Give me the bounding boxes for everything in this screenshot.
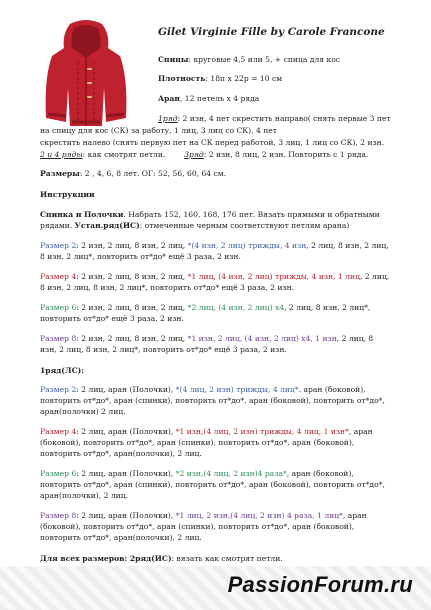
setup-size-4-line-2: 8 изн, 2 лиц, 8 изн, 2 лиц*, повторить от*до* ещё 3 раза, 2 изн. bbox=[40, 283, 295, 292]
section-l2b: Устан.ряд(ИС) bbox=[74, 221, 140, 230]
section-l2c: : отмеченные черным соответствуют петлям арана) bbox=[139, 221, 350, 230]
section-title: Спинка и Полочки bbox=[40, 210, 124, 219]
row1-size-4-label: Размер 4 bbox=[40, 427, 77, 436]
row1-size-2-label: Размер 2 bbox=[40, 385, 77, 394]
row1-size-4-pre: : 2 лиц, аран (Полочки), bbox=[76, 427, 176, 436]
row24-line bbox=[40, 150, 368, 160]
density-label: Плотность bbox=[158, 74, 206, 83]
needles-value: : круговые 4,5 или 5, + спица для кос bbox=[188, 55, 341, 64]
row1-size-8-line-1 bbox=[40, 511, 367, 521]
setup-size-6-highlight: *2 лиц, (4 изн, 2 лиц) x4 bbox=[187, 303, 285, 312]
row1-size-4-post: , аран bbox=[348, 427, 373, 436]
section-line-1 bbox=[40, 210, 380, 220]
needles-label: Спицы bbox=[158, 55, 189, 64]
setup-size-6-pre: : 2 изн, 2 лиц, 8 изн, 2 лиц, bbox=[76, 303, 188, 312]
sizes-label: Размеры bbox=[40, 169, 80, 178]
setup-size-2-highlight: *(4 изн, 2 лиц) трижды, 4 изн bbox=[187, 241, 307, 250]
row1-size-6-line-3: аран(полочки), 2 лиц. bbox=[40, 491, 129, 500]
row1-label: 1ряд bbox=[158, 114, 178, 123]
setup-size-4-highlight: *1 лиц, (4 изн, 2 лиц) трижды, 4 изн, 1 лиц bbox=[187, 272, 360, 281]
row1-size-4-highlight: *1 изн,(4 лиц, 2 изн) трижды, 4 лиц, 1 изн* bbox=[175, 427, 349, 436]
setup-size-4-label: Размер 4 bbox=[40, 272, 77, 281]
setup-size-6-line-1 bbox=[40, 303, 370, 313]
row1-l2: на спицу для кос (СК) за работу, 1 лиц, 3 лиц со СК), 4 пет bbox=[40, 126, 277, 135]
row1-size-6-post: , аран (боковой), bbox=[286, 469, 354, 478]
row1-size-4-line-2: (боковой), повторить от*до*, аран (спинки), повторить от*до*, аран (боковой), bbox=[40, 438, 355, 447]
setup-size-8-post: , 2 лиц, 8 bbox=[336, 334, 374, 343]
row1-size-2-highlight: *(4 лиц, 2 изн) трижды, 4 лиц* bbox=[175, 385, 299, 394]
page-title: Gilet Virginie Fille by Carole Francone bbox=[158, 26, 385, 38]
row1-size-2-line-3: аран(полочки) 2 лиц. bbox=[40, 407, 126, 416]
row1-size-6-line-1 bbox=[40, 469, 354, 479]
final-value: : вязать как смотрят петли. bbox=[171, 554, 283, 563]
row1-l3: скрестить налево (снять первую пет на СК перед работой, 3 лиц, 1 лиц со СК), 2 изн. bbox=[40, 138, 385, 147]
row1-size-8-pre: : 2 лиц, аран (Полочки), bbox=[76, 511, 176, 520]
section-l1: . Набрать 152, 160, 168, 176 пет. Вязать прямыми и обратными bbox=[123, 210, 380, 219]
sizes-line bbox=[40, 169, 226, 179]
watermark-logo: PassionForum.ru bbox=[227, 572, 413, 597]
cardigan-photo bbox=[40, 18, 132, 128]
final-label: Для всех размеров: 2ряд(ИС) bbox=[40, 554, 172, 563]
row1-size-8-post: , аран bbox=[342, 511, 367, 520]
setup-size-4-pre: : 2 изн, 2 лиц, 8 изн, 2 лиц, bbox=[76, 272, 188, 281]
section-line-2 bbox=[40, 221, 349, 231]
setup-size-4-line-1 bbox=[40, 272, 389, 282]
row1-size-2-post: . аран (боковой), bbox=[298, 385, 366, 394]
setup-size-8-pre: : 2 изн, 2 лиц, 8 изн, 2 лиц, bbox=[76, 334, 188, 343]
setup-size-8-highlight: *1 изн, 2 лиц, (4 изн, 2 лиц) x4, 1 изн bbox=[187, 334, 337, 343]
setup-size-6-line-2: повторить от*до* ещё 3 раза, 2 изн. bbox=[40, 314, 184, 323]
row3-value: : 2 изн, 8 лиц, 2 изн. Повторить с 1 ряда. bbox=[203, 150, 369, 159]
row1-size-8-highlight: *1 лиц, 2 изн,(4 лиц, 2 изн) 4 раза, 1 лиц* bbox=[175, 511, 343, 520]
aran-label: Аран bbox=[158, 94, 180, 103]
row1-size-2-line-2: повторить от*до*, аран (спинки), повторить от*до*, аран (боковой), повторить от*до*, bbox=[40, 396, 385, 405]
row1-size-8-label: Размер 8 bbox=[40, 511, 77, 520]
row1-line-1 bbox=[158, 114, 391, 124]
row1-heading: 1ряд(ЛС): bbox=[40, 366, 85, 375]
row1-size-6-label: Размер 6 bbox=[40, 469, 77, 478]
setup-size-2-pre: : 2 изн, 2 лиц, 8 изн, 2 лиц, bbox=[76, 241, 188, 250]
setup-size-8-line-2: изн, 2 лиц, 8 изн, 2 лиц*, повторить от*до* ещё 3 раза, 2 изн. bbox=[40, 345, 287, 354]
row1-size-6-highlight: *2 изн,(4 лиц, 2 изн)4 раза* bbox=[175, 469, 287, 478]
setup-size-6-label: Размер 6 bbox=[40, 303, 77, 312]
aran-value: , 12 петель x 4 ряда bbox=[179, 94, 260, 103]
row3-label: 3ряд bbox=[184, 150, 204, 159]
setup-size-6-post: , 2 лиц, 8 изн, 2 лиц*, bbox=[284, 303, 371, 312]
row1-size-2-line-1 bbox=[40, 385, 366, 395]
row1-size-8-line-3: повторить от*до*, аран(полочки), 2 лиц. bbox=[40, 533, 202, 542]
row1-line-2 bbox=[40, 126, 277, 136]
row1-size-6-line-2: повторить от*до*, аран (спинки), повторить от*до*, аран (боковой), повторить от*до*, bbox=[40, 480, 385, 489]
setup-size-4-post: , 2 лиц, bbox=[359, 272, 390, 281]
needles-line bbox=[158, 55, 340, 65]
setup-size-2-label: Размер 2 bbox=[40, 241, 77, 250]
density-line bbox=[158, 74, 282, 84]
row1-l1: : 2 изн, 4 пет скрестить направо( снять первые 3 пет bbox=[177, 114, 391, 123]
row24-value: : как смотрят петли. bbox=[82, 150, 166, 159]
row1-size-8-line-2: (боковой), повторить от*до*, аран (спинки), повторить от*до*, аран (боковой), bbox=[40, 522, 355, 531]
setup-size-8-label: Размер 8 bbox=[40, 334, 77, 343]
section-l2a: рядами. bbox=[40, 221, 75, 230]
instructions-heading: Инструкции bbox=[40, 190, 95, 199]
row1-size-4-line-3: повторить от*до*, аран(полочки), 2 лиц. bbox=[40, 449, 202, 458]
density-value: : 18п x 22р = 10 см bbox=[205, 74, 283, 83]
setup-size-2-line-2: 8 изн, 2 лиц*, повторить от*до* ещё 3 раза, 2 изн. bbox=[40, 252, 241, 261]
aran-line bbox=[158, 94, 259, 104]
row1-size-2-pre: : 2 лиц, аран (Полочки), bbox=[76, 385, 176, 394]
row24-label: 2 и 4 ряды bbox=[40, 150, 83, 159]
setup-size-2-line-1 bbox=[40, 241, 389, 251]
sizes-value: : 2 , 4, 6, 8 лет. ОГ: 52, 56, 60, 64 см. bbox=[79, 169, 227, 178]
row1-size-4-line-1 bbox=[40, 427, 373, 437]
row1-line-3 bbox=[40, 138, 384, 148]
setup-size-8-line-1 bbox=[40, 334, 373, 344]
final-line bbox=[40, 554, 283, 564]
setup-size-2-post: , 2 лиц, 8 изн, 2 лиц, bbox=[306, 241, 389, 250]
row1-size-6-pre: : 2 лиц, аран (Полочки), bbox=[76, 469, 176, 478]
